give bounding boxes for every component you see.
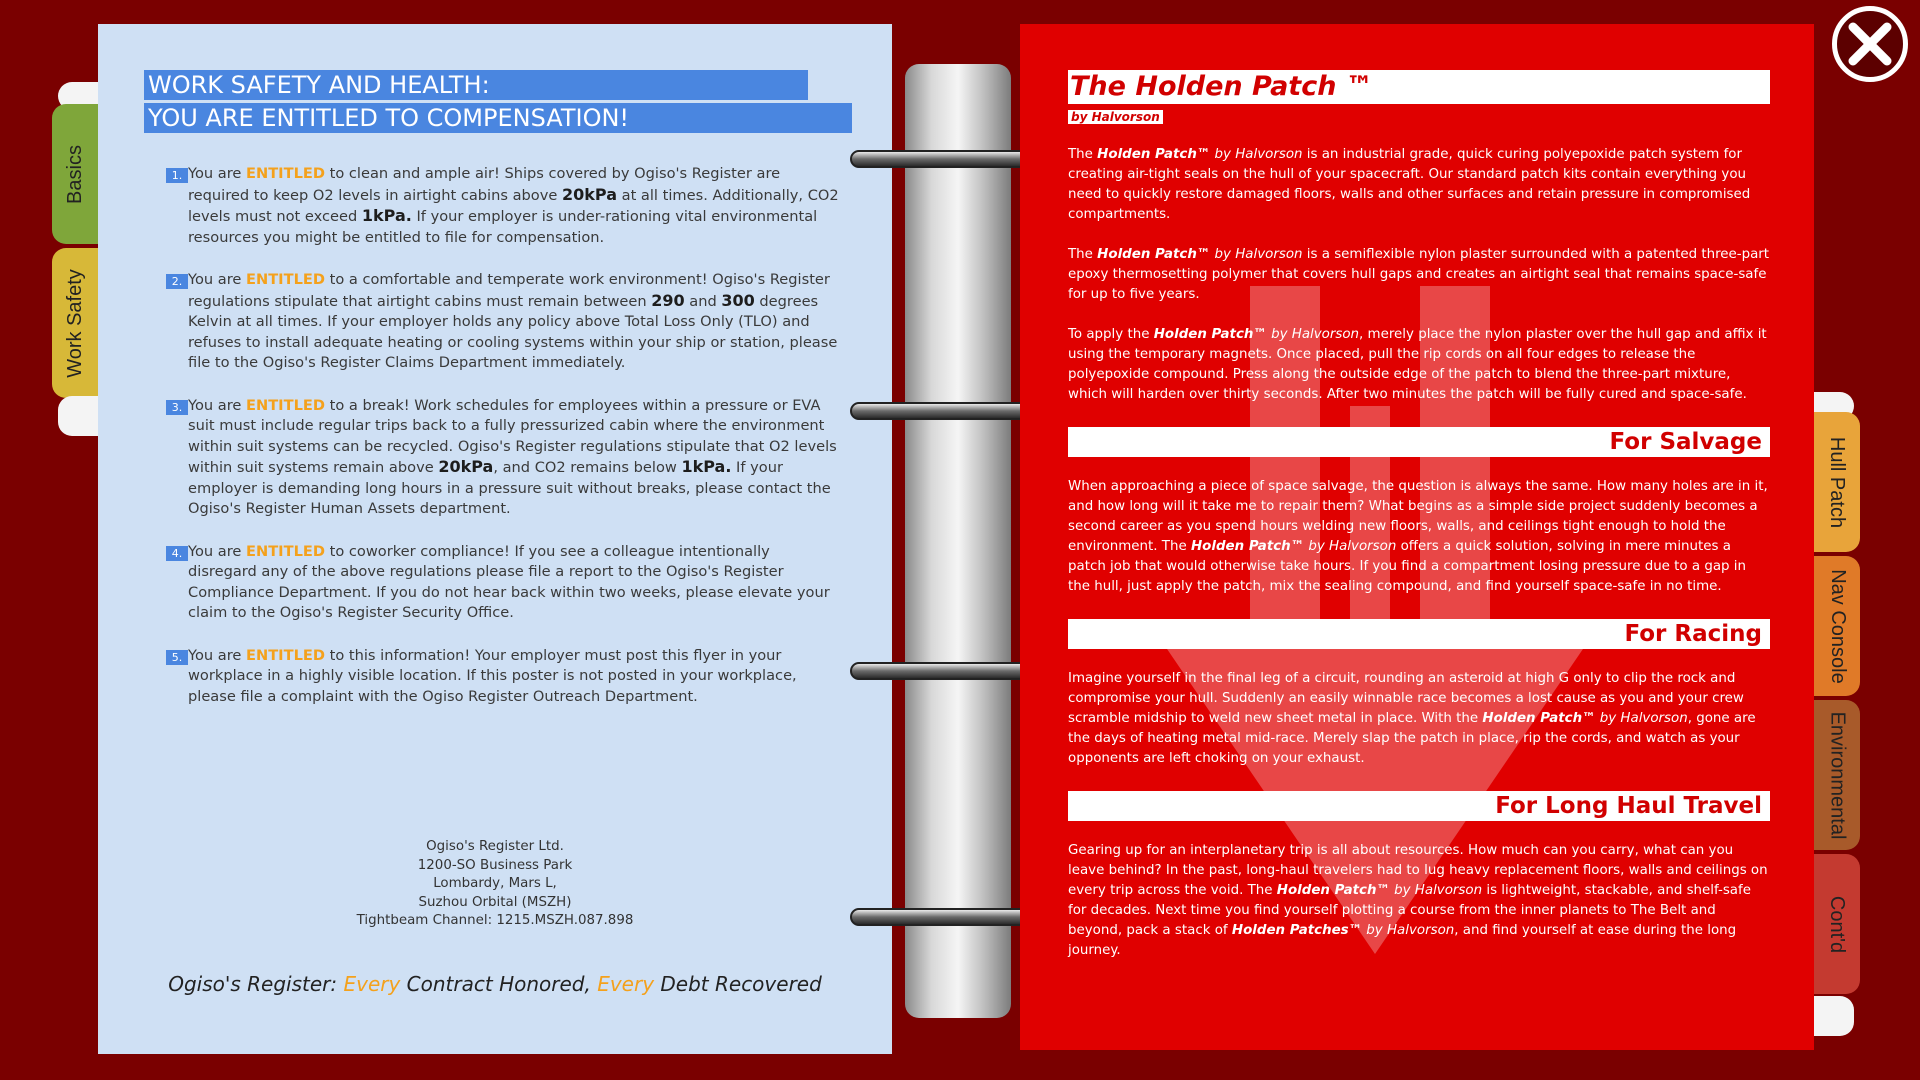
- ad-byline: by Halvorson: [1068, 110, 1163, 124]
- entitled-word: ENTITLED: [246, 646, 325, 664]
- p-brand: by Halvorson: [1304, 539, 1397, 554]
- tab-hull-patch-label: Hull Patch: [1826, 436, 1849, 528]
- motto-every: Every: [343, 972, 401, 996]
- item-text: If your employer is demanding long hours in a pressure suit without breaks, please contact the Ogiso's Register Human Assets department.: [188, 459, 831, 517]
- p-product: Holden Patch™: [1276, 883, 1390, 898]
- item-number: 4.: [166, 546, 188, 561]
- p-brand: by Halvorson: [1210, 147, 1303, 162]
- p-text: To apply the: [1068, 327, 1154, 342]
- p-text: The: [1068, 147, 1098, 162]
- p-text: is an industrial grade, quick curing polyepoxide patch system for creating air-tight seals on the hull of your spacecraft. Our standard patch kits contain everything you need to quickly restore damaged floors, walls and other surfaces and retain pressure in compromised compartments.: [1068, 147, 1751, 222]
- item-text: and: [684, 292, 722, 310]
- list-item: [166, 542, 842, 624]
- motto-text: Debt Recovered: [654, 972, 822, 996]
- right-page-ad: [1020, 24, 1814, 1050]
- item-text: If your employer is under-rationing vital environmental resources you might be entitled to file for compensation.: [188, 208, 818, 246]
- p-product: Holden Patch™: [1153, 327, 1267, 342]
- section-heading-long-haul: For Long Haul Travel: [1068, 791, 1770, 821]
- ad-content: [1068, 70, 1770, 961]
- item-text: You are: [188, 165, 247, 182]
- list-item: [166, 164, 842, 248]
- item-number: 5.: [166, 650, 188, 665]
- item-text: , and CO2 remains below: [493, 459, 682, 476]
- entitled-word: ENTITLED: [246, 542, 325, 560]
- tab-work-safety[interactable]: [52, 248, 98, 398]
- address-line: Suzhou Orbital (MSZH): [418, 894, 572, 910]
- tab-basics[interactable]: [52, 104, 98, 244]
- item-text: You are: [188, 396, 247, 414]
- motto-every: Every: [597, 972, 655, 996]
- p-brand: by Halvorson: [1210, 247, 1303, 262]
- p-brand: by Halvorson: [1389, 883, 1483, 898]
- list-item: [166, 270, 842, 374]
- p-text: , merely place the nylon plaster over the hull gap and affix it using the temporary magnets. Once placed, pull the rip cords on all four edges to release the polyepoxide compound. Press along the outside edge of the patch to blend the three-part mixture, which will harden over thirty seconds. After two minutes the patch will be fully cured and space-safe.: [1068, 327, 1767, 402]
- tab-environmental-label: Environmental: [1826, 711, 1849, 839]
- p-text: , gone are the days of heating metal mid-race. Merely slap the patch in place, rip the cords, and watch as your opponents are left choking on your exhaust.: [1068, 711, 1756, 766]
- p-text: offers a quick solution, solving in mere minutes a patch job that would otherwise take hours. If you find a compartment losing pressure due to a gap in the hull, just apply the patch, mix the sealing compound, and find yourself space-safe in no time.: [1068, 539, 1747, 594]
- ad-paragraph: [1068, 669, 1770, 769]
- close-button[interactable]: [1832, 6, 1908, 82]
- tab-work-safety-label: Work Safety: [63, 268, 86, 378]
- ad-paragraph: [1068, 145, 1770, 225]
- close-icon: [1847, 21, 1893, 67]
- ad-title: [1068, 70, 1770, 104]
- tab-contd[interactable]: [1814, 854, 1860, 994]
- address-line: Tightbeam Channel: 1215.MSZH.087.898: [356, 913, 634, 928]
- heading-line-1: WORK SAFETY AND HEALTH:: [144, 70, 808, 100]
- p-text: Gearing up for an interplanetary trip is all about resources. How much can you carry, what can you leave behind? In the past, long-haul travelers had to lug heavy replacement floors, walls and ceilings on every trip across the void. The: [1068, 843, 1768, 898]
- entitled-word: ENTITLED: [246, 271, 325, 288]
- company-motto: [98, 972, 892, 996]
- item-text: You are: [188, 646, 247, 664]
- p-text: When approaching a piece of space salvage, the question is always the same. How many holes are in it, and how long will it take me to repair them? What begins as a simple side project suddenly becomes a second career as you spend hours welding new floors, walls, and ceilings tight enough to hold the environment. The: [1068, 479, 1768, 554]
- tab-edge-bottom: [58, 396, 98, 436]
- title-trademark: ™: [1336, 71, 1373, 102]
- ad-paragraph: [1068, 325, 1770, 405]
- entitled-word: ENTITLED: [246, 165, 325, 182]
- address-line: Ogiso's Register Ltd.: [426, 839, 564, 854]
- tab-contd-label: Cont'd: [1826, 895, 1849, 953]
- left-page-flyer: [98, 24, 892, 1054]
- tab-nav-console[interactable]: [1814, 556, 1860, 696]
- binder-spine: [905, 64, 1011, 1018]
- p-text: The: [1068, 247, 1098, 262]
- item-text: to a break! Work schedules for employees within a pressure or EVA suit must include regular trips back to a fully pressurized cabin where the environment within suit systems can be recycled. Ogiso's Register regulations stipulate that O2 levels within suit systems remain above: [188, 396, 837, 476]
- ad-paragraph: [1068, 245, 1770, 305]
- ad-paragraph: [1068, 477, 1770, 597]
- item-text: to coworker compliance! If you see a colleague intentionally disregard any of the above regulations please file a report to the Ogiso's Register Compliance Department. If you do not hear back within two weeks, please elevate your claim to the Ogiso's Register Security Office.: [188, 542, 830, 621]
- p-text: is a semiflexible nylon plaster surrounded with a patented three-part epoxy thermosetting polymer that covers hull gaps and creates an airtight seal that remains space-safe for up to five years.: [1068, 247, 1770, 302]
- item-value: 300: [721, 290, 755, 310]
- p-product: Holden Patch™: [1097, 247, 1211, 262]
- tab-nav-console-label: Nav Console: [1826, 568, 1849, 684]
- item-number: 2.: [166, 274, 188, 289]
- p-product: Holden Patch™: [1190, 539, 1305, 554]
- item-number: 1.: [166, 168, 188, 183]
- item-text: degrees Kelvin at all times. If your employer holds any policy above Total Loss Only (TLO) and refuses to install adequate heating or cooling systems within your ship or station, please file to the Ogiso's Register Claims Department immediately.: [188, 292, 838, 371]
- item-value: 290: [651, 290, 685, 310]
- p-product: Holden Patch™: [1097, 147, 1211, 162]
- section-heading-racing: For Racing: [1068, 619, 1770, 649]
- p-text: is lightweight, stackable, and shelf-safe for decades. Next time you find yourself plotting a course from the inner planets to The Belt and beyond, pack a stack of: [1068, 883, 1751, 938]
- tab-hull-patch[interactable]: [1814, 412, 1860, 552]
- list-item: [166, 396, 842, 520]
- item-value: 1kPa.: [681, 457, 732, 476]
- company-address: [98, 838, 892, 931]
- item-value: 20kPa: [438, 457, 494, 476]
- tab-basics-label: Basics: [63, 144, 86, 204]
- item-text: to a comfortable and temperate work environment! Ogiso's Register regulations stipulate that airtight cabins must remain between: [188, 271, 830, 310]
- address-line: 1200-SO Business Park: [417, 857, 573, 873]
- heading-line-2: YOU ARE ENTITLED TO COMPENSATION!: [144, 103, 852, 133]
- title-text: The: [1070, 71, 1136, 102]
- p-brand: by Halvorson: [1362, 923, 1455, 938]
- item-value: 20kPa: [561, 184, 617, 204]
- p-brand: by Halvorson: [1266, 327, 1360, 342]
- motto-text: Contract Honored,: [400, 972, 598, 996]
- p-brand: by Halvorson: [1595, 711, 1688, 726]
- section-heading-salvage: For Salvage: [1068, 427, 1770, 457]
- ad-paragraph: [1068, 841, 1770, 961]
- p-product: Holden Patches™: [1231, 923, 1363, 938]
- tab-edge-bottom-right: [1814, 996, 1854, 1036]
- p-text: Imagine yourself in the final leg of a circuit, rounding an asteroid at high G only to clip the rock and compromise your hull. Suddenly an easily winnable race becomes a lost cause as you and your crew scramble midship to weld new sheet metal in place. With the: [1068, 671, 1744, 726]
- flyer-heading: [144, 70, 844, 136]
- entitlement-list: [166, 164, 842, 707]
- address-line: Lombardy, Mars L,: [433, 876, 557, 891]
- entitled-word: ENTITLED: [246, 396, 325, 414]
- title-product: Holden Patch: [1135, 71, 1337, 102]
- item-number: 3.: [166, 400, 188, 415]
- item-text: to clean and ample air! Ships covered by Ogiso's Register are required to keep O2 levels in airtight cabins above: [188, 165, 781, 204]
- item-value: 1kPa.: [361, 206, 412, 225]
- list-item: [166, 646, 842, 708]
- item-text: You are: [188, 271, 247, 288]
- p-product: Holden Patch™: [1482, 711, 1596, 726]
- item-text: at all times. Additionally, CO2 levels must not exceed: [188, 186, 839, 225]
- tab-environmental[interactable]: [1814, 700, 1860, 850]
- item-text: You are: [188, 542, 247, 560]
- motto-text: Ogiso's Register:: [168, 972, 344, 996]
- p-text: , and find yourself at ease during the long journey.: [1068, 923, 1737, 958]
- item-text: to this information! Your employer must post this flyer in your workplace in a highly visible location. If this poster is not posted in your workplace, please file a complaint with the Ogiso Register Outreach Department.: [188, 646, 797, 705]
